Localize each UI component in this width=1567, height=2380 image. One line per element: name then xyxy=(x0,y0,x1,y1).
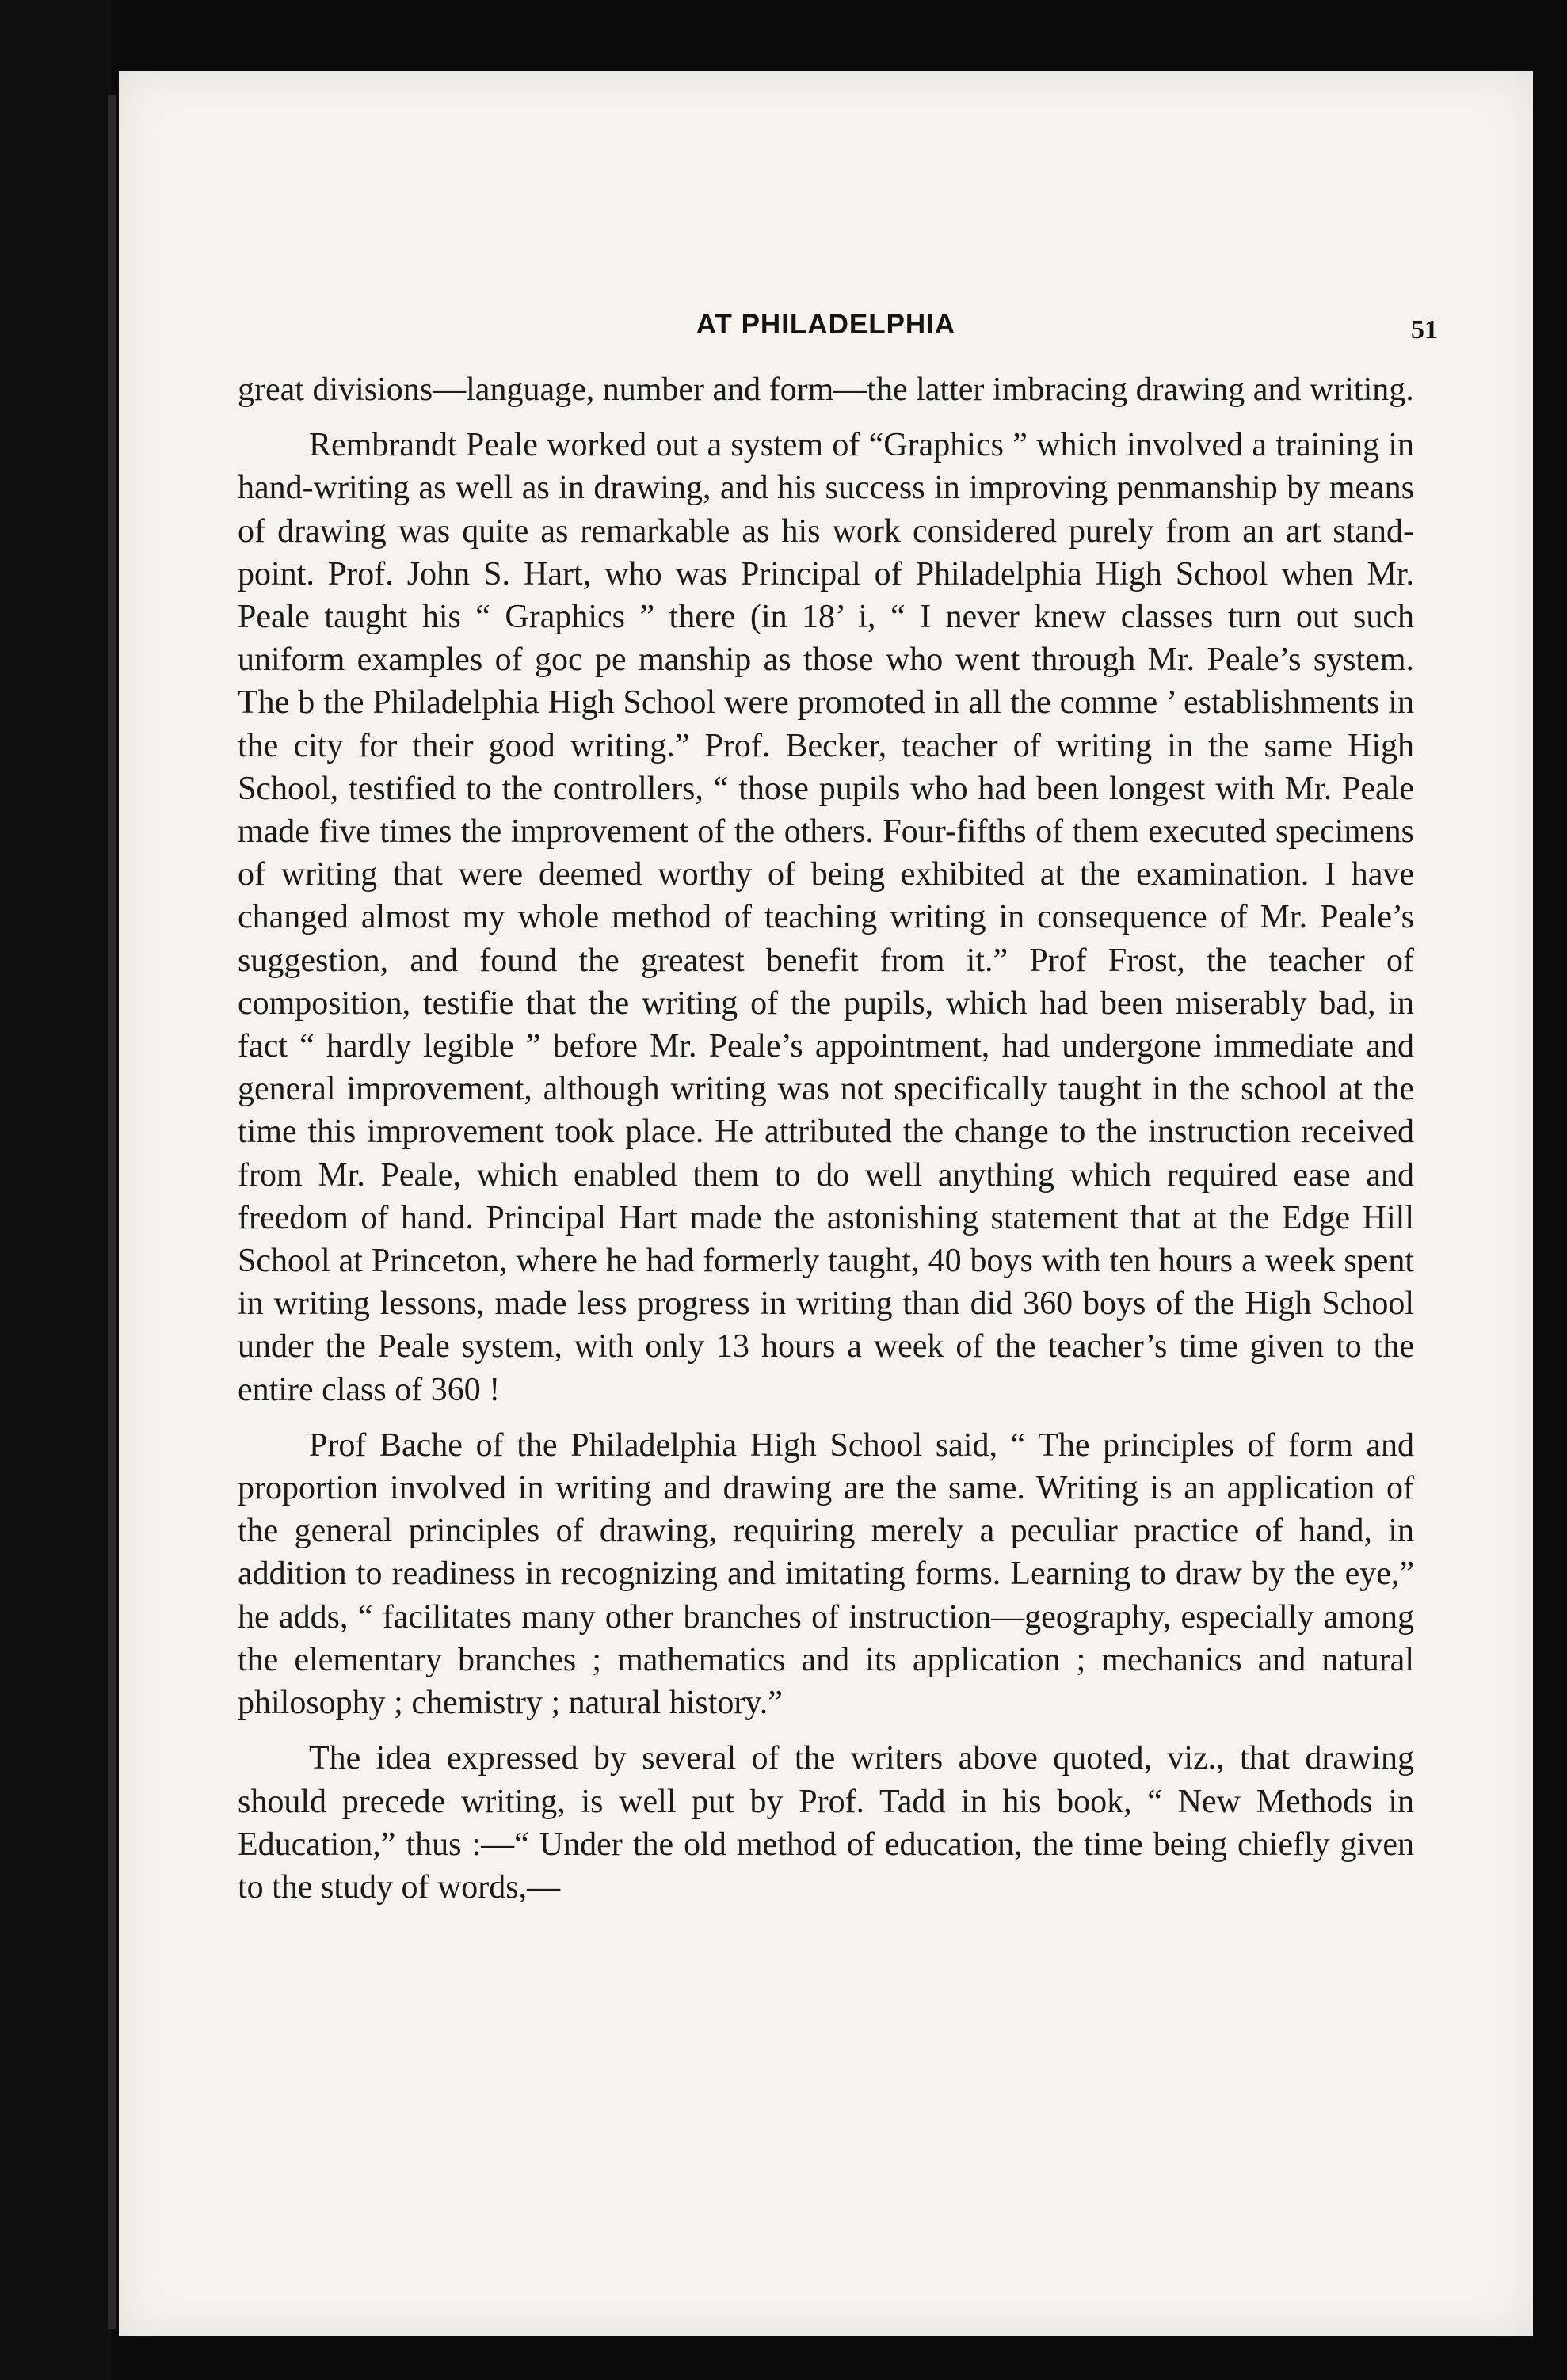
paragraph-prof-tadd: The idea expressed by several of the writers above quoted, viz., that drawing should precede writing, is well put by Prof. Tadd in his book, “ New Methods in Education,” thus :—“ Under the old method of education, the time being chiefly given to the study of words,— xyxy=(238,1740,1414,1906)
body-text xyxy=(238,368,1414,1909)
book-page xyxy=(119,71,1533,2336)
page-edge-shadow xyxy=(108,95,116,2329)
paragraph-continued: great divisions—language, number and form—the latter imbracing drawing and writing. xyxy=(238,371,1414,408)
paragraph-peale-graphics: Rembrandt Peale worked out a system of “Graphics ” which involved a training in hand-writing as well as in drawing, and his success in improving penmanship by means of drawing was quite as remarkable as his work considered purely from an art stand-point. Prof. John S. Hart, who was Principal of Philadelphia High School when Mr. Peale taught his “ Graphics ” there (in 18’ i, “ I never knew classes turn out such uniform examples of goc pe manship as those who went through Mr. Peale’s system. The b the Philadelphia High School were promoted in all the comme ’ establishments in the city for their good writing.” Prof. Becker, teacher of writing in the same High School, testified to the controllers, “ those pupils who had been longest with Mr. Peale made five times the improvement of the others. Four-fifths of them executed specimens of writing that were deemed worthy of being exhibited at the examination. I have changed almost my whole method of teaching writing in consequence of Mr. Peale’s suggestion, and found the greatest benefit from it.” Prof Frost, the teacher of composition, testifie that the writing of the pupils, which had been miserably bad, in fact “ hardly legible ” before Mr. Peale’s appointment, had undergone immediate and general improvement, although writing was not specifically taught in the school at the time this improvement took place. He attributed the change to the instruction received from Mr. Peale, which enabled them to do well anything which required ease and freedom of hand. Principal Hart made the astonishing statement that at the Edge Hill School at Princeton, where he had formerly taught, 40 boys with ten hours a week spent in writing lessons, made less progress in writing than did 360 boys of the High School under the Peale system, with only 13 hours a week of the teacher’s time given to the entire class of 360 ! xyxy=(238,427,1414,1408)
microfilm-border xyxy=(0,0,111,2380)
page-header xyxy=(119,309,1533,348)
running-head: AT PHILADELPHIA xyxy=(696,309,956,340)
page-number: 51 xyxy=(1411,315,1438,345)
paragraph-prof-bache: Prof Bache of the Philadelphia High School said, “ The principles of form and proportion involved in writing and drawing are the same. Writing is an application of the general principles of drawing, requiring merely a peculiar practice of hand, in addition to readiness in recognizing and imitating forms. Learning to draw by the eye,” he adds, “ facilitates many other branches of instruction—geography, especially among the elementary branches ; mathematics and its application ; mechanics and natural philosophy ; chemistry ; natural history.” xyxy=(238,1426,1414,1722)
